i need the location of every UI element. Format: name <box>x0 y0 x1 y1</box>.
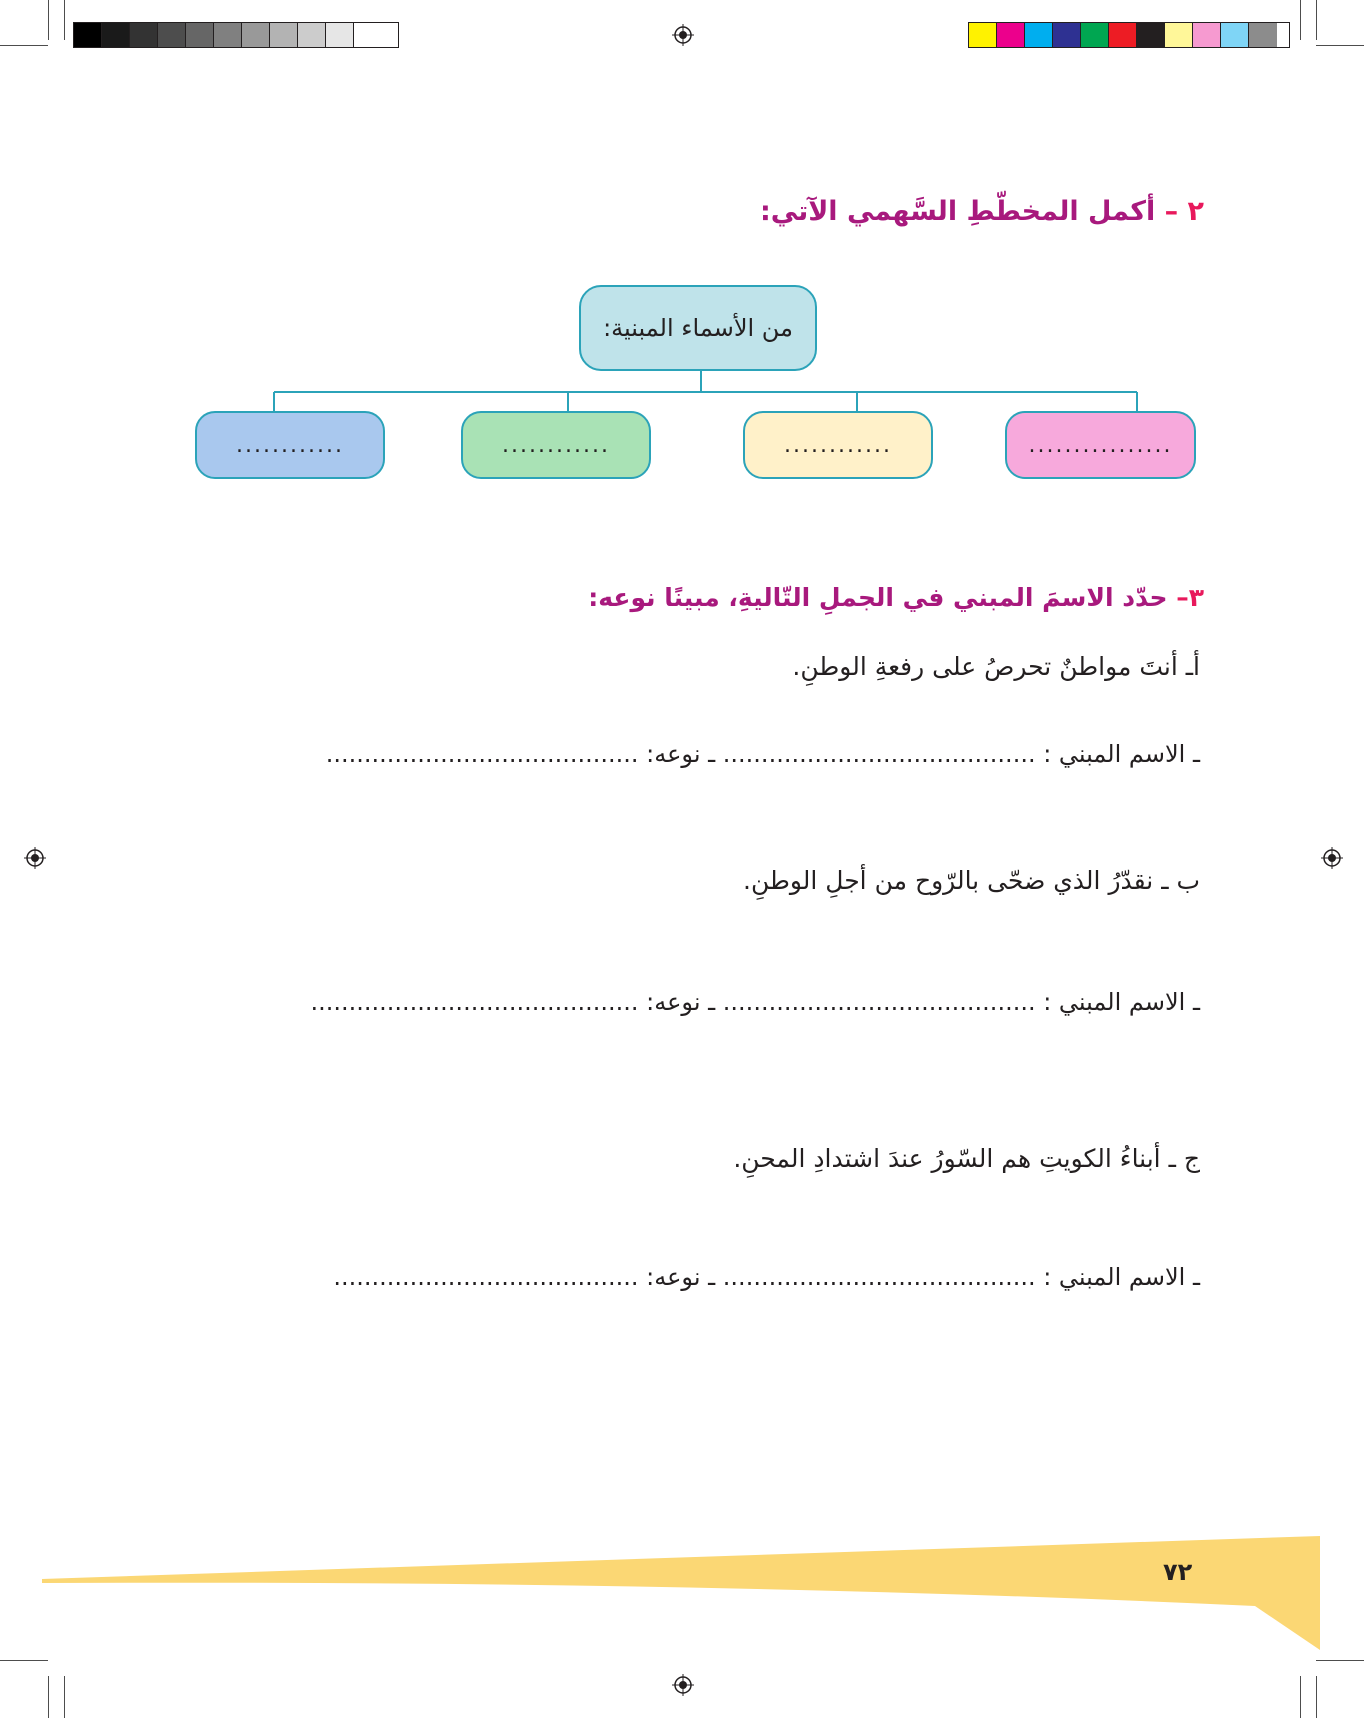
answer-line-b[interactable]: ـ الاسم المبني : ......................................... ـ نوعه: ........................................... <box>310 988 1200 1016</box>
answer-line-c[interactable]: ـ الاسم المبني : ......................................... ـ نوعه: ........................................ <box>333 1263 1200 1291</box>
branch-blank: ................ <box>1028 432 1173 458</box>
sentence-a: أـ أنتَ مواطنٌ تحرصُ على رفعةِ الوطنِ. <box>792 652 1200 681</box>
exercise-2-title: أكمل المخطّطِ السَّهمي الآتي: <box>759 196 1156 227</box>
page-number: ٧٢ <box>1163 1558 1193 1586</box>
exercise-3-number: ٣– <box>1176 583 1204 612</box>
sentence-b: ب ـ نقدّرُ الذي ضحّى بالرّوح من أجلِ الوطنِ. <box>743 866 1200 895</box>
sentence-c: ج ـ أبناءُ الكويتِ هم السّورُ عندَ اشتدادِ المحنِ. <box>733 1144 1200 1173</box>
branch-blank: ............ <box>784 432 892 458</box>
tree-root-label: من الأسماء المبنية: <box>603 314 793 342</box>
branch-blank: ............ <box>236 432 344 458</box>
branch-blank: ............ <box>502 432 610 458</box>
exercise-3-title: حدّد الاسمَ المبني في الجملِ التّاليةِ، مبينًا نوعه: <box>588 583 1168 612</box>
answer-line-a[interactable]: ـ الاسم المبني : ......................................... ـ نوعه: ......................................... <box>325 740 1200 768</box>
exercise-2-number: ٢ – <box>1164 196 1204 227</box>
